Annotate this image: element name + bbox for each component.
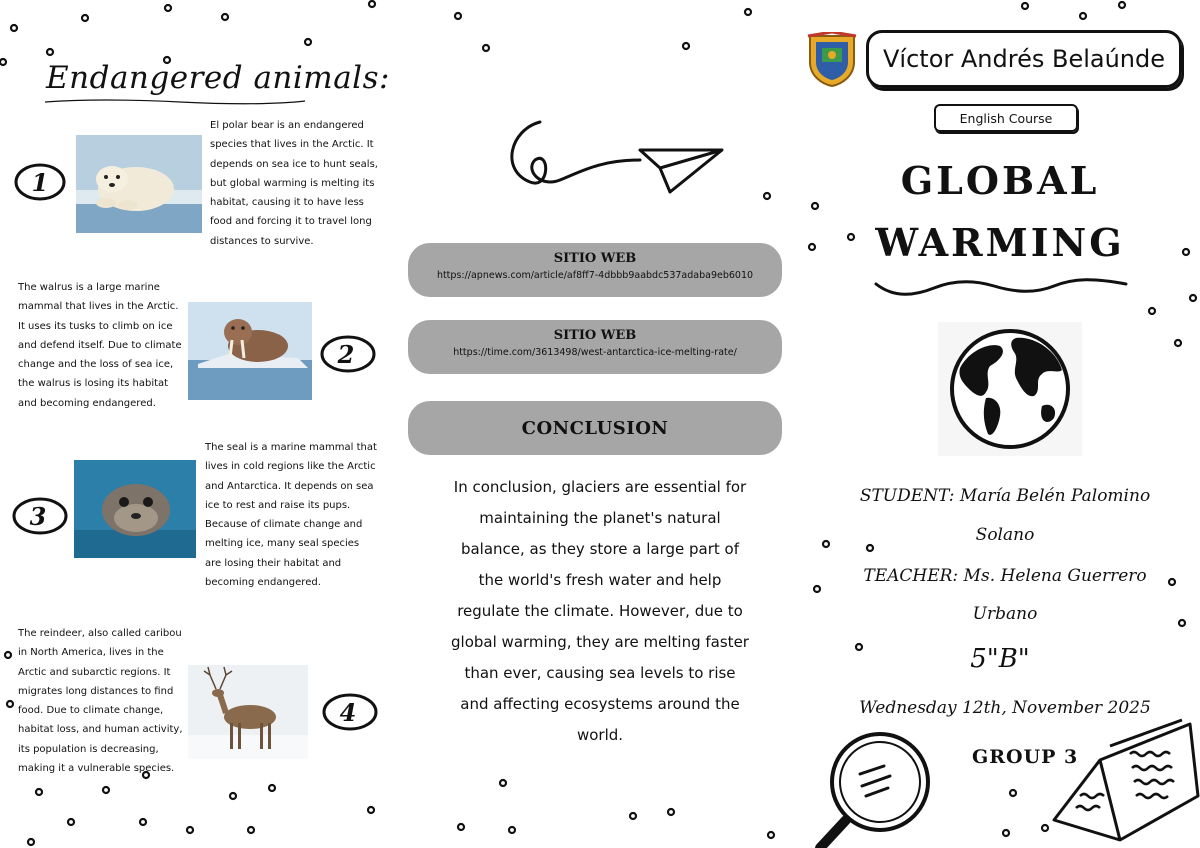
grade-label: 5"B"	[970, 644, 1030, 674]
school-crest-icon	[806, 32, 858, 88]
walrus-photo	[188, 302, 312, 400]
teacher-line-2: Urbano	[972, 604, 1038, 624]
endangered-animals-title: Endangered animals:	[46, 60, 390, 96]
source-1-label: SITIO WEB	[553, 251, 637, 266]
left-panel	[0, 0, 400, 848]
number-badge-2: 2	[320, 334, 372, 374]
book-icon	[1040, 700, 1200, 848]
paper-plane-icon	[500, 110, 730, 200]
walrus-description: The walrus is a large marine mammal that lives in the Arctic. It uses its tusks to climb on ice and defend itself. Due to climate change and the loss of sea ice, the walrus is losing its habitat and becoming endangered.	[18, 282, 182, 409]
source-2	[408, 320, 782, 374]
seal-photo	[74, 460, 196, 558]
polar-bear-photo	[76, 135, 202, 233]
conclusion-text: In conclusion, glaciers are essential for maintaining the planet's natural balance, as they store a large part of the world's fresh water and help regulate the climate. However, due to global warming, they are melting faster than ever, causing sea levels to rise and affecting ecosystems around the world.	[451, 478, 749, 744]
number-badge-1: 1	[14, 162, 66, 202]
source-2-link[interactable]: https://time.com/3613498/west-antarctica-ice-melting-rate/	[453, 347, 737, 358]
title-squiggle	[874, 272, 1130, 296]
conclusion-header	[408, 401, 782, 455]
number-badge-3: 3	[12, 496, 64, 536]
conclusion-title: CONCLUSION	[521, 417, 669, 439]
magnifying-glass-icon	[800, 716, 960, 848]
reindeer-photo	[188, 665, 308, 759]
source-1-link[interactable]: https://apnews.com/article/af8ff7-4dbbb9aabdc537adaba9eb6010	[436, 270, 754, 281]
student-line-1: STUDENT: María Belén Palomino	[859, 486, 1151, 506]
group-label: GROUP 3	[972, 746, 1079, 768]
teacher-line-1: TEACHER: Ms. Helena Guerrero	[863, 566, 1147, 586]
title-line-1: GLOBAL	[900, 158, 1100, 203]
polar-bear-description: El polar bear is an endangered species that lives in the Arctic. It depends on sea ice to hunt seals, but global warming is melting its habitat, causing it to have less food and forcing it to travel long distances to survive.	[210, 120, 378, 247]
school-name-box: Víctor Andrés Belaúnde	[866, 30, 1182, 88]
source-1	[408, 243, 782, 297]
date-label: Wednesday 12th, November 2025	[859, 698, 1151, 718]
globe-icon	[938, 322, 1082, 456]
reindeer-description: The reindeer, also called caribou in North America, lives in the Arctic and subarctic regions. It migrates long distances to find food. Due to climate change, habitat loss, and human activity, its population is decreasing, making it a vulnerable species.	[18, 628, 183, 775]
source-2-label: SITIO WEB	[553, 328, 637, 343]
title-underline	[40, 96, 310, 108]
title-line-2: WARMING	[875, 220, 1125, 265]
course-label: English Course	[934, 104, 1078, 132]
seal-description: The seal is a marine mammal that lives in cold regions like the Arctic and Antarctica. It depends on sea ice to rest and raise its pups. Because of climate change and melting ice, many seal species are losing their habitat and becoming endangered.	[205, 442, 377, 589]
student-line-2: Solano	[975, 525, 1035, 545]
number-badge-4: 4	[322, 692, 374, 732]
